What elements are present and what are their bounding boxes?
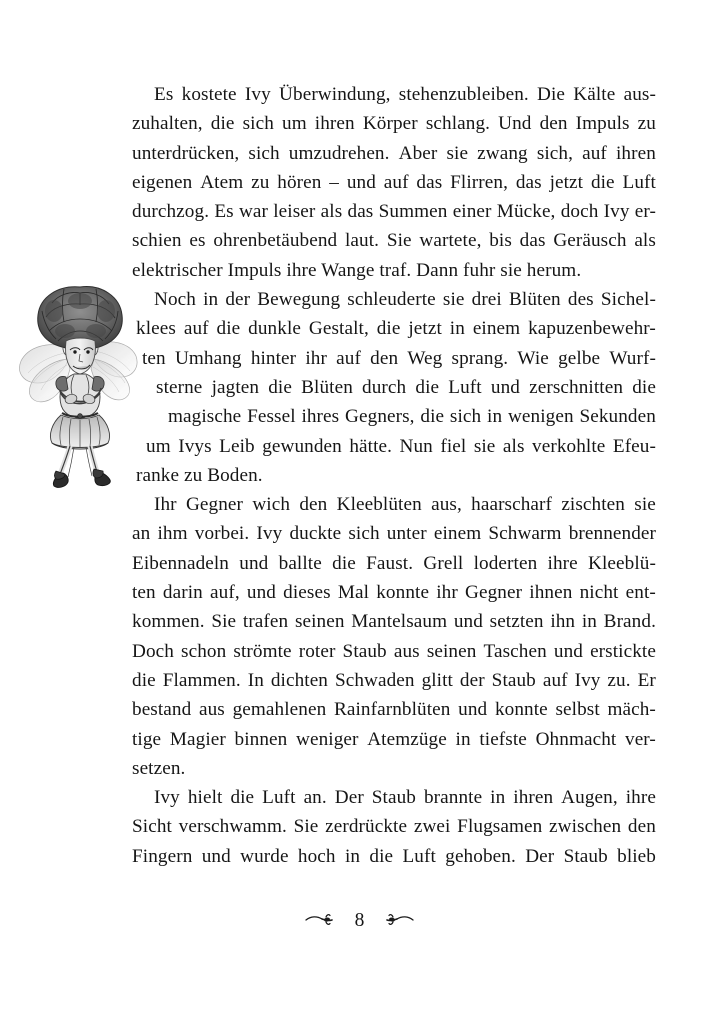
text-line: ten Umhang hinter ihr auf den Weg sprang. Wie gelbe Wurf-	[142, 347, 656, 369]
body-text	[132, 80, 656, 871]
text-line: um Ivys Leib gewunden hätte. Nun fiel sie als verkohlte Efeu-	[146, 435, 656, 457]
fairy-petal-skirt	[50, 415, 109, 449]
text-line: an ihm vorbei. Ivy duckte sich unter einem Schwarm brennender	[132, 523, 656, 545]
text-line: elektrischer Impuls ihre Wange traf. Dann fuhr sie herum.	[132, 259, 582, 281]
paragraph-2	[132, 285, 656, 490]
text-line: ten darin auf, und dieses Mal konnte ihr Gegner ihnen nicht ent-	[132, 582, 656, 604]
vine-flourish-left-icon	[305, 913, 339, 929]
text-line: unterdrücken, sich umzudrehen. Aber sie zwang sich, auf ihren	[132, 142, 656, 164]
text-line: durchzog. Es war leiser als das Summen einer Mücke, doch Ivy er-	[132, 201, 656, 223]
text-line: kommen. Sie trafen seinen Mantelsaum und setzten ihn in Brand.	[132, 611, 656, 633]
text-line: schien es ohrenbetäubend laut. Sie wartete, bis das Geräusch als	[132, 230, 656, 252]
text-line: klees auf die dunkle Gestalt, die jetzt in einem kapuzenbewehr-	[136, 318, 656, 340]
text-line: bestand aus gemahlenen Rainfarnblüten und konnte selbst mäch-	[132, 699, 656, 721]
text-line: Ivy hielt die Luft an. Der Staub brannte in ihren Augen, ihre	[154, 787, 656, 809]
text-line: setzen.	[132, 757, 186, 779]
fairy-torso	[56, 374, 104, 418]
text-line: Es kostete Ivy Überwindung, stehenzubleiben. Die Kälte aus-	[154, 84, 656, 105]
text-line: sterne jagten die Blüten durch die Luft und zerschnitten die	[156, 376, 656, 398]
text-line: Doch schon strömte roter Staub aus seinen Taschen und erstickte	[132, 640, 656, 662]
fairy-legs	[59, 446, 98, 477]
text-line: Sicht verschwamm. Sie zerdrückte zwei Flugsamen zwischen den	[132, 816, 656, 838]
text-line: zuhalten, die sich um ihren Körper schlang. Und den Impuls zu	[132, 113, 656, 135]
text-line: ranke zu Boden.	[136, 464, 263, 486]
text-line: eigenen Atem zu hören – und auf das Flirren, das jetzt die Luft	[132, 171, 656, 193]
text-line: Fingern und wurde hoch in die Luft gehoben. Der Staub blieb	[132, 845, 656, 867]
text-line: magische Fessel ihres Gegners, die sich in wenigen Sekunden	[168, 406, 656, 428]
paragraph-1	[132, 80, 656, 285]
text-line: die Flammen. In dichten Schwaden glitt der Staub auf Ivy zu. Er	[132, 669, 656, 691]
paragraph-3	[132, 490, 656, 783]
paragraph-4	[132, 783, 656, 871]
page-number: 8	[354, 910, 365, 932]
text-line: Ihr Gegner wich den Kleeblüten aus, haarscharf zischten sie	[154, 494, 656, 516]
text-line: tige Magier binnen weniger Atemzüge in tiefste Ohnmacht ver-	[132, 728, 656, 750]
text-line: Eibennadeln und ballte die Faust. Grell loderten ihre Kleeblü-	[132, 552, 656, 574]
fairy-illustration	[18, 281, 142, 489]
vine-flourish-right-icon	[380, 913, 414, 929]
text-line: Noch in der Bewegung schleuderte sie drei Blüten des Sichel-	[154, 289, 656, 311]
page-footer	[0, 906, 719, 936]
